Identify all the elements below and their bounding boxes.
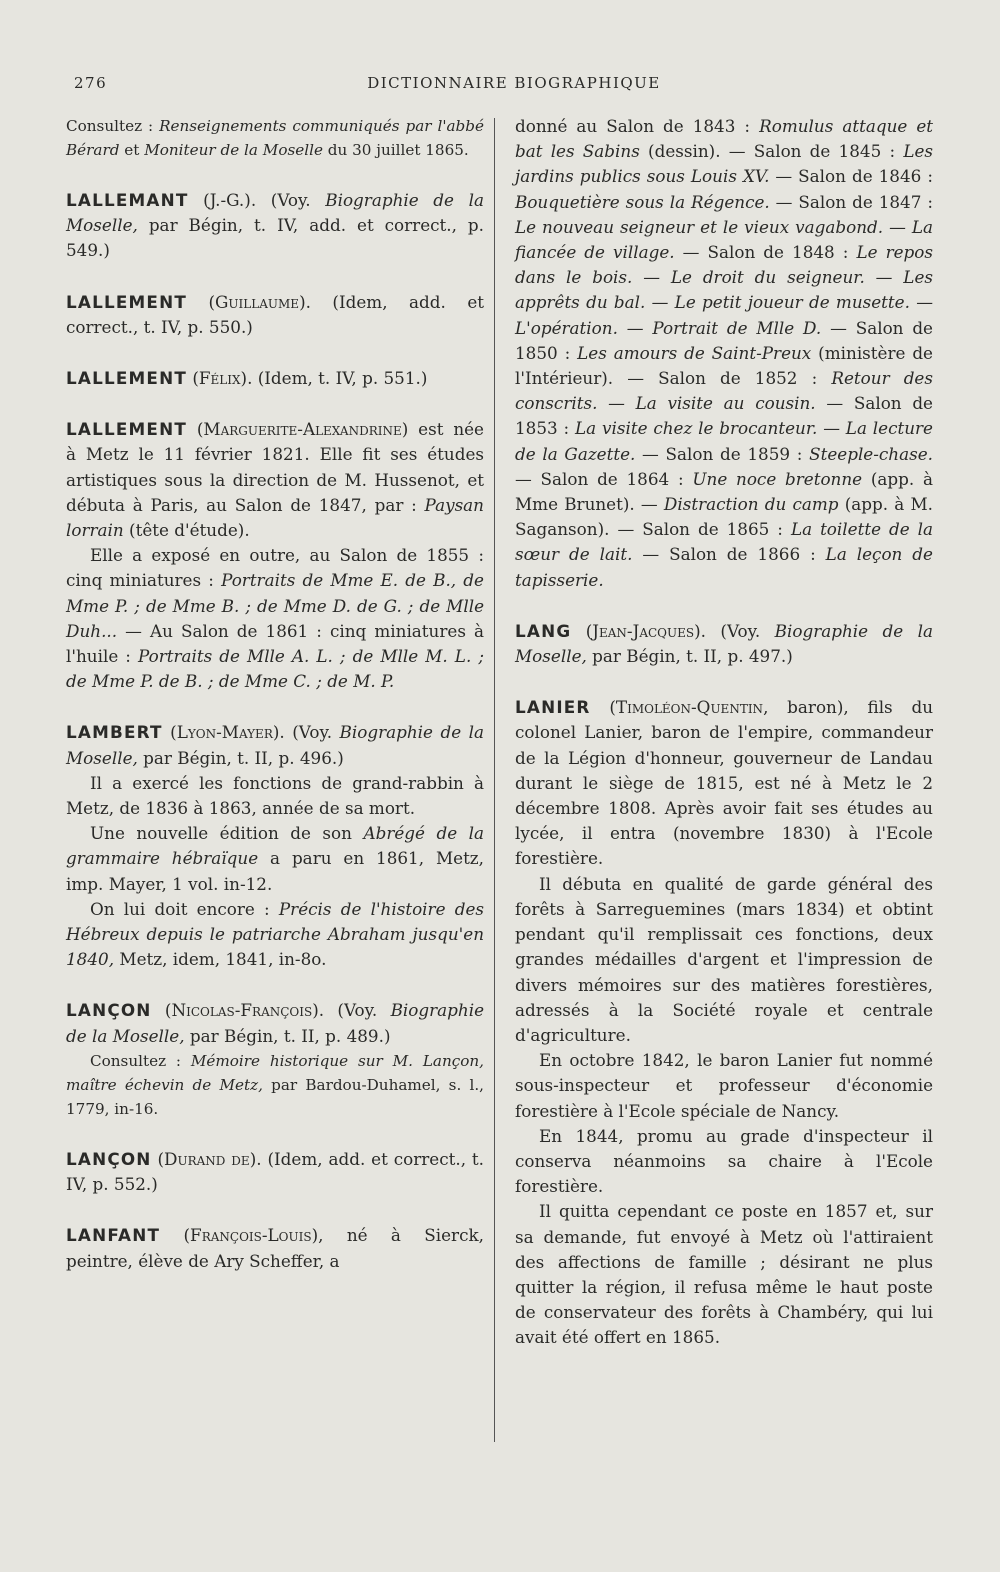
paragraph: Il quitta cependant ce poste en 1857 et, sur sa demande, fut envoyé à Metz où l'attiraient des affections de famille ; désirant ne plus quitter la région, il refusa même le haut poste de conservateur des forêts à Chambéry, qui lui avait été offert en 1865. bbox=[515, 1201, 933, 1348]
entry-headword: LANFANT bbox=[66, 1225, 161, 1246]
entry-lancon-durand: LANÇON (Durand de). (Idem, add. et correct., t. IV, p. 552.) bbox=[66, 1148, 485, 1195]
running-title: DICTIONNAIRE BIOGRAPHIQUE bbox=[367, 74, 661, 92]
entry-headword: LALLEMENT bbox=[66, 291, 187, 312]
paragraph: Une nouvelle édition de son Abrégé de la grammaire hébraïque a paru en 1861, Metz, imp. Mayer, 1 vol. in-12. bbox=[66, 823, 485, 894]
entry-lanier: LANIER (Timoléon-Quentin, baron), fils du colonel Lanier, baron de l'empire, commandeur de la Légion d'honneur, gouverneur de Landau durant le siège de 1815, est né à Metz le 2 décembre 1808. Après avoir fait ses études au lycée, il entra (novembre 1830) à l'Ecole forestière. bbox=[515, 697, 933, 869]
left-column bbox=[66, 114, 484, 1274]
paragraph: On lui doit encore : Précis de l'histoire des Hébreux depuis le patriarche Abraham jusqu'en 1840, Metz, idem, 1841, in-8o. bbox=[66, 898, 484, 970]
right-column bbox=[515, 114, 933, 1351]
entry-lallemant-jg: LALLEMANT (J.-G.). (Voy. Biographie de la Moselle, par Bégin, t. IV, add. et correct., p. 549.) bbox=[66, 190, 484, 261]
entry-headword: LANÇON bbox=[66, 1000, 152, 1021]
entry-lang: LANG (Jean-Jacques). (Voy. Biographie de la Moselle, par Bégin, t. II, p. 497.) bbox=[515, 620, 933, 667]
entry-headword: LANG bbox=[515, 620, 572, 641]
entry-headword: LALLEMENT bbox=[66, 368, 187, 389]
paragraph: Il a exercé les fonctions de grand-rabbin à Metz, de 1836 à 1863, année de sa mort. bbox=[66, 772, 484, 819]
entry-lancon-nicolas: LANÇON (Nicolas-François). (Voy. Biographie de la Moselle, par Bégin, t. II, p. 489.) bbox=[66, 1000, 484, 1046]
page-number: 276 bbox=[74, 74, 108, 92]
page-header bbox=[74, 74, 954, 98]
entry-headword: LALLEMANT bbox=[66, 190, 189, 210]
column-divider bbox=[494, 118, 495, 1442]
entry-headword: LAMBERT bbox=[66, 722, 163, 743]
reference-note: Consultez : Mémoire historique sur M. Lançon, maître échevin de Metz, par Bardou-Duhamel, s. l., 1779, in-16. bbox=[66, 1051, 485, 1118]
paragraph: En octobre 1842, le baron Lanier fut nommé sous-inspecteur et professeur d'économie forestière à l'Ecole spéciale de Nancy. bbox=[515, 1050, 933, 1121]
entry-lanfant: LANFANT (François-Louis), né à Sierck, peintre, élève de Ary Scheffer, a bbox=[66, 1225, 484, 1271]
entry-headword: LALLEMENT bbox=[66, 419, 187, 440]
entry-lallement-guillaume: LALLEMENT (Guillaume). (Idem, add. et correct., t. IV, p. 550.) bbox=[66, 291, 484, 337]
paragraph: En 1844, promu au grade d'inspecteur il conserva néanmoins sa chaire à l'Ecole forestière. bbox=[515, 1125, 933, 1197]
entry-lallement-marguerite: LALLEMENT (Marguerite-Alexandrine) est née à Metz le 11 février 1821. Elle fit ses études artistiques sous la direction de M. Hussenot, et débuta à Paris, au Salon de 1847, par : Paysan lorrain (tête d'étude). bbox=[66, 419, 484, 541]
entry-lanfant-continued: donné au Salon de 1843 : Romulus attaque et bat les Sabins (dessin). — Salon de 1845 : Les jardins publics sous Louis XV. — Salon de 1846 : Bouquetière sous la Régence. — Salon de 1847 : Le nouveau seigneur et le vieux vagabond. — La fiancée de village. — Salon de 1848 : Le repos dans le bois. — Le droit du seigneur. — Les apprêts du bal. — Le petit joueur de musette. — L'opération. — Portrait de Mlle D. — Salon de 1850 : Les amours de Saint-Preux (ministère de l'Intérieur). — Salon de 1852 : Retour des conscrits. — La visite au cousin. — Salon de 1853 : La visite chez le brocanteur. — La lecture de la Gazette. — Salon de 1859 : Steeple-chase. — Salon de 1864 : Une noce bretonne (app. à Mme Brunet). — Distraction du camp (app. à M. Saganson). — Salon de 1865 : La toilette de la sœur de lait. — Salon de 1866 : La leçon de tapisserie. bbox=[515, 116, 933, 590]
entry-lambert: LAMBERT (Lyon-Mayer). (Voy. Biographie de la Moselle, par Bégin, t. II, p. 496.) bbox=[66, 722, 484, 768]
entry-headword: LANÇON bbox=[66, 1148, 152, 1169]
paragraph: Elle a exposé en outre, au Salon de 1855 : cinq miniatures : Portraits de Mme E. de B., de Mme P. ; de Mme B. ; de Mme D. de G. ; de Mlle Duh... — Au Salon de 1861 : cinq miniatures à l'huile : Portraits de Mlle A. L. ; de Mlle M. L. ; de Mme P. de B. ; de Mme C. ; de M. P. bbox=[66, 545, 484, 692]
paragraph: Il débuta en qualité de garde général des forêts à Sarreguemines (mars 1834) et obtint pendant qu'il remplissait ces fonctions, deux grandes médailles d'argent et l'impression de divers mémoires sur des matières forestières, adressés à la Société royale et centrale d'agriculture. bbox=[515, 873, 933, 1045]
entry-lallement-felix: LALLEMENT (Félix). (Idem, t. IV, p. 551.) bbox=[66, 368, 428, 389]
entry-headword: LANIER bbox=[515, 697, 591, 718]
reference-note: Consultez : Renseignements communiqués par l'abbé Bérard et Moniteur de la Moselle du 30 juillet 1865. bbox=[66, 117, 484, 159]
